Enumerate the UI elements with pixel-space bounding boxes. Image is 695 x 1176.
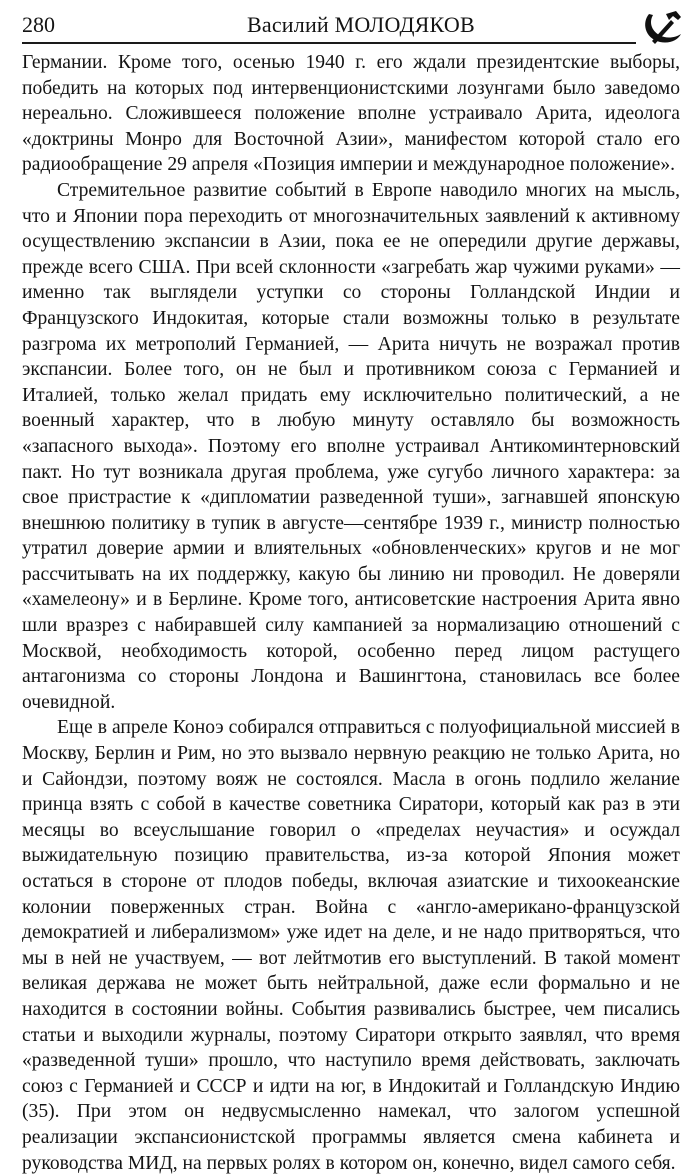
paragraph: Еще в апреле Коноэ собирался отправиться с полуофициальной миссией в Москву, Берлин и Рим, но это вызвало нервную реакцию не только Арита, но и Сайондзи, поэтому вояж не состоялся. Масла в огонь подлило желание принца взять с собой в качестве советника Сиратори, который как раз в эти месяцы во всеуслышание говорил о «пределах неучастия» и осуждал выжидательную позицию правительства, из-за которой Япония может остаться в стороне от плодов победы, включая азиатские и тихоокеанские колонии поверженных стран. Война с «англо-американо-французской демократией и либерализмом» уже идет на деле, и не надо притворяться, что мы в ней не участвуем, — вот лейтмотив его выступлений. В такой момент великая держава не может быть нейтральной, даже если формально и не находится в состоянии войны. События развивались быстрее, чем писались статьи и выходили журналы, поэтому Сиратори открыто заявлял, что время «разведенной туши» прошло, что наступило время действовать, заключать союз с Германией и СССР и идти на юг, в Индокитай и Голландскую Индию (35). При этом он недвусмысленно намекал, что залогом успешной реализации экспансионистской программы является смена кабинета и руководства МИД, на первых ролях в котором он, конечно, видел самого себя. [22, 717, 680, 1174]
page-number: 280 [22, 12, 55, 37]
body-text [22, 50, 680, 1176]
page-header [22, 10, 684, 48]
header-rule [22, 42, 636, 44]
paragraph: Стремительное развитие событий в Европе наводило многих на мысль, что и Японии пора переходить от многозначительных заявлений к активному осуществлению экспансии в Азии, пока ее не опередили другие державы, прежде всего США. При всей склонности «загребать жар чужими руками» — именно так выглядели уступки со стороны Голландской Индии и Французского Индокитая, которые стали возможны только в результате разгрома их метрополий Германией, — Арита ничуть не возражал против экспансии. Более того, он не был и противником союза с Германией и Италией, только желал придать ему исключительно политический, а не военный характер, что в любую минуту оставляло бы возможность «запасного выхода». Поэтому его вполне устраивал Антикоминтерновский пакт. Но тут возникала другая проблема, уже сугубо личного характера: за свое пристрастие к «дипломатии разведенной туши», загнавшей японскую внешнюю политику в тупик в августе—сентябре 1939 г., министр полностью утратил доверие армии и влиятельных «обновленческих» кругов и не мог рассчитывать на их поддержку, какую бы линию ни проводил. Не доверяли «хамелеону» и в Берлине. Кроме того, антисоветские настроения Арита явно шли вразрез с набиравшей силу кампанией за нормализацию отношений с Москвой, необходимость которой, особенно перед лицом растущего антагонизма со стороны Лондона и Вашингтона, становилась все более очевидной. [22, 179, 680, 713]
paragraph: Германии. Кроме того, осенью 1940 г. его ждали президентские выборы, победить на которых под интервенционистскими лозунгами было заведомо нереально. Сложившееся положение вполне устраивало Арита, идеолога «доктрины Монро для Восточной Азии», манифестом которой стало его радиообращение 29 апреля «Позиция империи и международное положение». [22, 52, 680, 176]
hammer-and-sickle-icon [640, 8, 684, 48]
running-head: Василий МОЛОДЯКОВ [247, 12, 475, 37]
